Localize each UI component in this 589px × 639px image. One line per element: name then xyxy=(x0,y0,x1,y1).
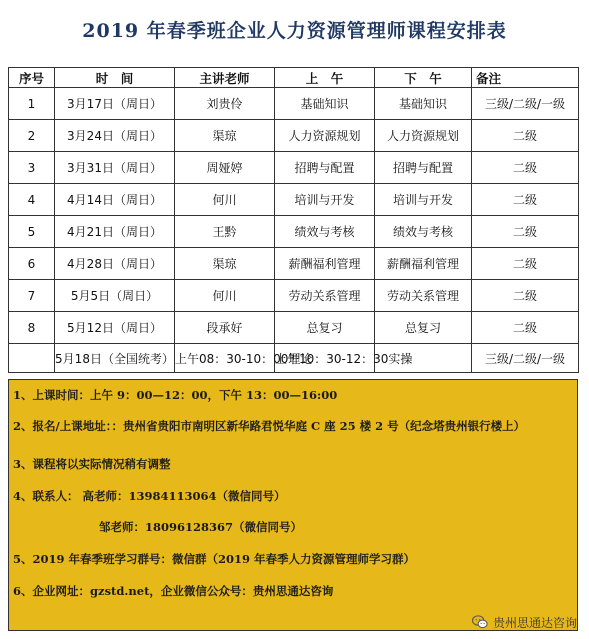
cell-teacher: 何川 xyxy=(175,184,275,216)
cell-date: 5月18日（全国统考） xyxy=(55,344,175,373)
table-row xyxy=(9,88,579,120)
notes-panel xyxy=(8,379,578,631)
cell-afternoon: 薪酬福利管理 xyxy=(375,248,472,280)
cell-morning: 招聘与配置 xyxy=(275,152,375,184)
cell-afternoon: 培训与开发 xyxy=(375,184,472,216)
cell-no: 2 xyxy=(9,120,55,152)
note-study-group: 5、2019 年春季班学习群号：微信群（2019 年春季人力资源管理师学习群） xyxy=(13,552,416,566)
cell-morning: 基础知识 xyxy=(275,88,375,120)
table-row xyxy=(9,120,579,152)
schedule-table xyxy=(8,67,579,373)
cell-no xyxy=(9,344,55,373)
table-row xyxy=(9,248,579,280)
table-row xyxy=(9,184,579,216)
note-website: 6、企业网址：gzstd.net，企业微信公众号：贵州思通达咨询 xyxy=(13,584,334,598)
header-teacher: 主讲老师 xyxy=(175,68,275,88)
cell-date: 4月28日（周日） xyxy=(55,248,175,280)
cell-remark: 二级 xyxy=(472,312,579,344)
cell-no: 8 xyxy=(9,312,55,344)
note-contact: 4、联系人： 高老师：13984113064（微信同号） xyxy=(13,489,286,503)
cell-morning: 劳动关系管理 xyxy=(275,280,375,312)
cell-remark: 二级 xyxy=(472,152,579,184)
cell-no: 6 xyxy=(9,248,55,280)
header-no: 序号 xyxy=(9,68,55,88)
watermark xyxy=(471,613,577,631)
cell-no: 5 xyxy=(9,216,55,248)
cell-remark: 三级/二级/一级 xyxy=(472,88,579,120)
note-address: 2、报名/上课地址：：贵州省贵阳市南明区新华路君悦华庭 C 座 25 楼 2 号（纪念塔贵州银行楼上） xyxy=(13,419,526,433)
header-morning: 上 午 xyxy=(275,68,375,88)
cell-no: 3 xyxy=(9,152,55,184)
cell-remark: 二级 xyxy=(472,184,579,216)
cell-remark: 二级 xyxy=(472,280,579,312)
cell-date: 4月14日（周日） xyxy=(55,184,175,216)
table-row xyxy=(9,312,579,344)
table-header-row xyxy=(9,68,579,88)
cell-teacher: 段承好 xyxy=(175,312,275,344)
cell-teacher: 周娅婷 xyxy=(175,152,275,184)
cell-remark: 三级/二级/一级 xyxy=(472,344,579,373)
cell-teacher: 渠琼 xyxy=(175,120,275,152)
cell-morning: 绩效与考核 xyxy=(275,216,375,248)
cell-morning: 人力资源规划 xyxy=(275,120,375,152)
header-time: 时 间 xyxy=(55,68,175,88)
cell-afternoon: 总复习 xyxy=(375,312,472,344)
header-afternoon: 下 午 xyxy=(375,68,472,88)
cell-teacher: 何川 xyxy=(175,280,275,312)
header-remark: 备注 xyxy=(472,68,579,88)
exam-row xyxy=(9,344,579,373)
watermark-text: 贵州思通达咨询 xyxy=(492,615,577,630)
cell-afternoon: 基础知识 xyxy=(375,88,472,120)
note-adjustment: 3、课程将以实际情况稍有调整 xyxy=(13,457,171,471)
cell-no: 1 xyxy=(9,88,55,120)
table-row xyxy=(9,216,579,248)
cell-no: 4 xyxy=(9,184,55,216)
cell-no: 7 xyxy=(9,280,55,312)
cell-date: 3月17日（周日） xyxy=(55,88,175,120)
cell-remark: 二级 xyxy=(472,248,579,280)
cell-exam-practice: 上午10：30-12：30实操 xyxy=(275,344,375,373)
cell-teacher: 渠琼 xyxy=(175,248,275,280)
page-title: 2019 年春季班企业人力资源管理师课程安排表 xyxy=(82,20,507,42)
cell-afternoon: 招聘与配置 xyxy=(375,152,472,184)
table-row xyxy=(9,280,579,312)
cell-remark: 二级 xyxy=(472,216,579,248)
cell-date: 5月5日（周日） xyxy=(55,280,175,312)
cell-date: 4月21日（周日） xyxy=(55,216,175,248)
cell-date: 3月31日（周日） xyxy=(55,152,175,184)
cell-morning: 薪酬福利管理 xyxy=(275,248,375,280)
cell-afternoon: 人力资源规划 xyxy=(375,120,472,152)
cell-morning: 培训与开发 xyxy=(275,184,375,216)
cell-teacher: 刘贵伶 xyxy=(175,88,275,120)
cell-morning: 总复习 xyxy=(275,312,375,344)
cell-date: 5月12日（周日） xyxy=(55,312,175,344)
cell-teacher: 王黔 xyxy=(175,216,275,248)
wechat-icon xyxy=(471,613,489,631)
cell-afternoon: 劳动关系管理 xyxy=(375,280,472,312)
cell-exam-theory: 上午08：30-10：00理论 xyxy=(175,344,275,373)
table-row xyxy=(9,152,579,184)
note-contact-2: 邹老师：18096128367（微信同号） xyxy=(99,520,303,534)
cell-remark: 二级 xyxy=(472,120,579,152)
cell-date: 3月24日（周日） xyxy=(55,120,175,152)
cell-afternoon: 绩效与考核 xyxy=(375,216,472,248)
note-class-time: 1、上课时间：上午 9：00—12：00，下午 13：00—16:00 xyxy=(13,388,338,402)
